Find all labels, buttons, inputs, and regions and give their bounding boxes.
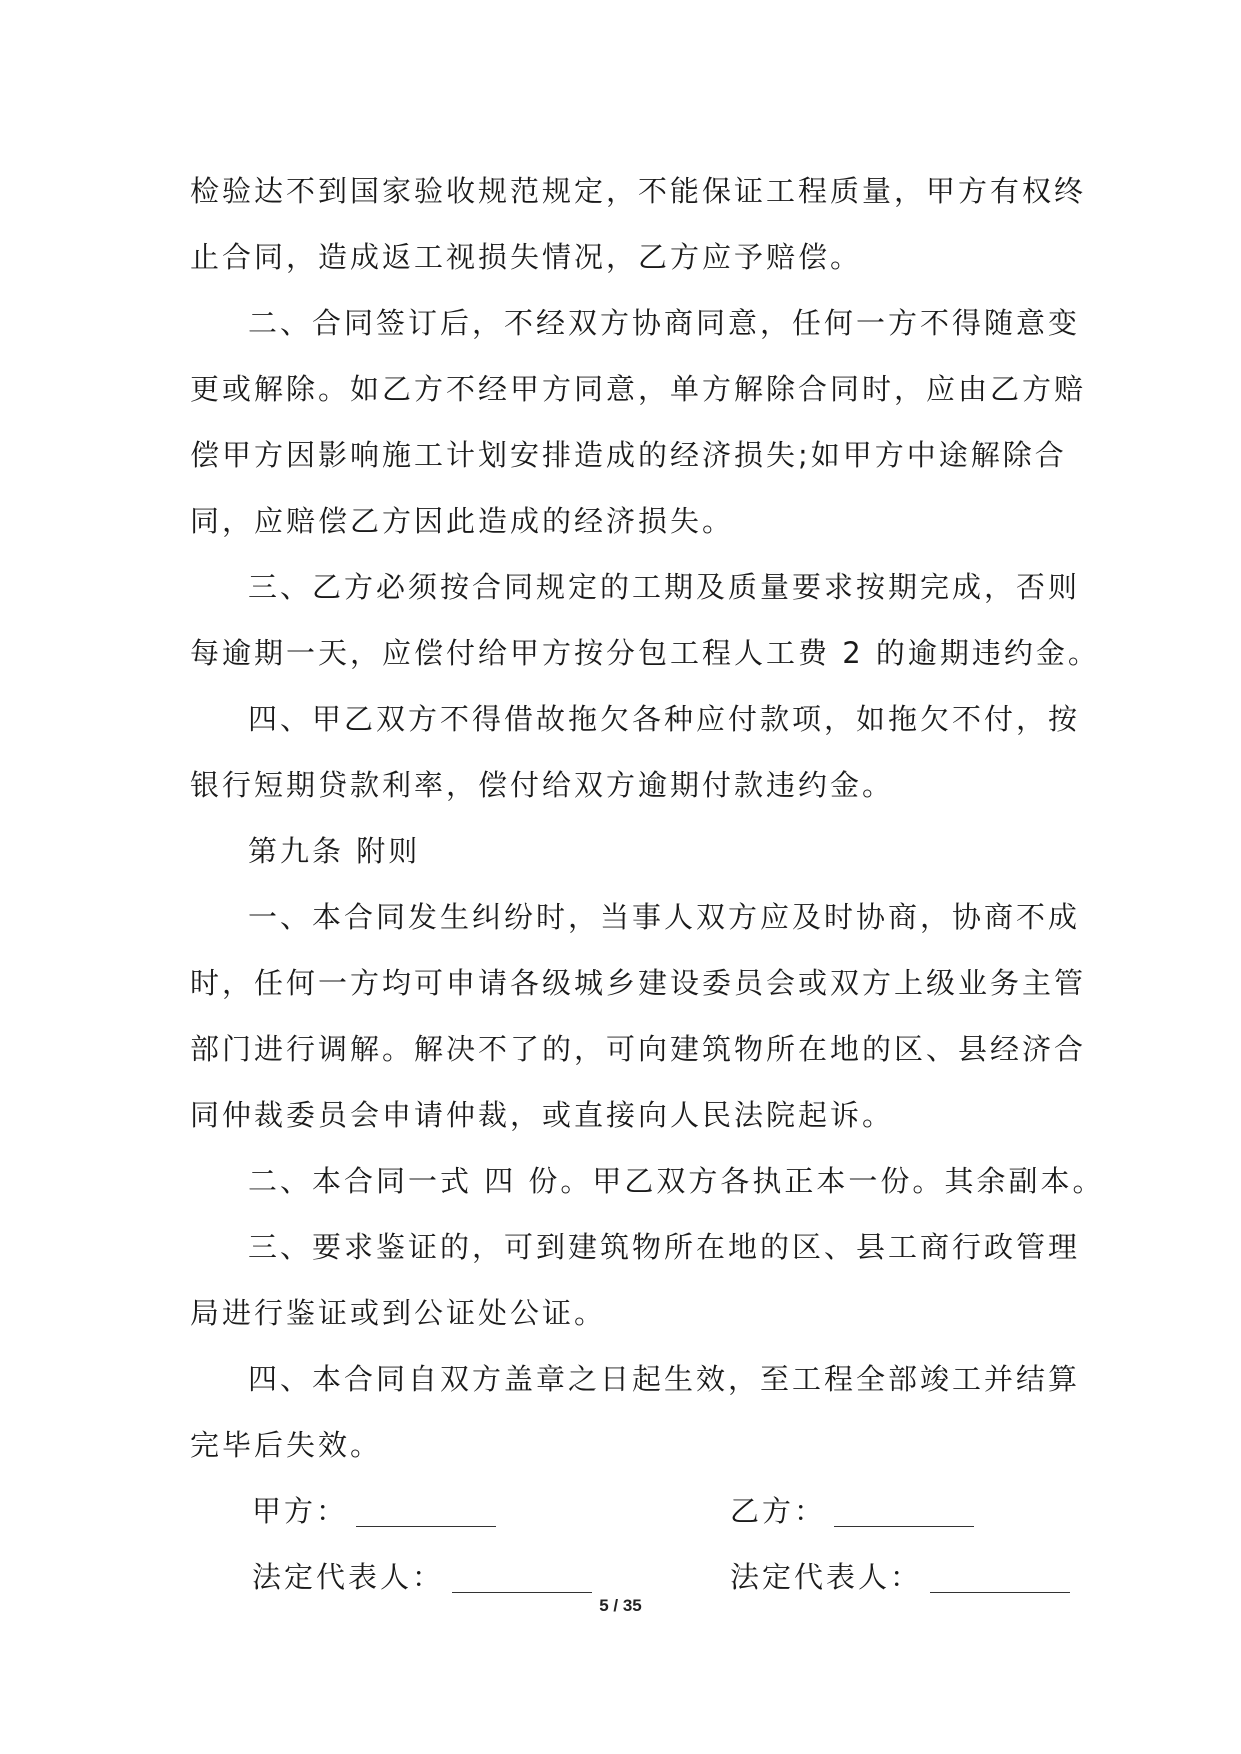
legal-rep-a-blank [452,1556,592,1593]
paragraph-line: 银行短期贷款利率，偿付给双方逾期付款违约金。 [190,768,895,802]
paragraph-line: 完毕后失效。 [190,1428,383,1462]
section-heading: 第九条 附则 [248,834,421,868]
page-number: 5 / 35 [599,1596,642,1615]
paragraph-line: 检验达不到国家验收规范规定，不能保证工程质量，甲方有权终 [190,174,1087,208]
paragraph-line: 同，应赔偿乙方因此造成的经济损失。 [190,504,735,538]
paragraph-line: 四、甲乙双方不得借故拖欠各种应付款项，如拖欠不付，按 [248,702,1081,736]
party-b-blank [834,1490,974,1527]
legal-rep-b-label: 法定代表人： [730,1560,923,1594]
paragraph-line: 每逾期一天，应偿付给甲方按分包工程人工费 2 的逾期违约金。 [190,636,1100,670]
signature-row-party [190,1478,1050,1544]
party-a-label: 甲方： [252,1494,349,1528]
paragraph-line: 三、乙方必须按合同规定的工期及质量要求按期完成，否则 [248,570,1081,604]
paragraph-line: 局进行鉴证或到公证处公证。 [190,1296,607,1330]
paragraph-line: 二、本合同一式 四 份。甲乙双方各执正本一份。其余副本。 [248,1164,1105,1198]
paragraph-line: 二、合同签订后，不经双方协商同意，任何一方不得随意变 [248,306,1081,340]
party-a-blank [356,1490,496,1527]
paragraph-line: 更或解除。如乙方不经甲方同意，单方解除合同时，应由乙方赔 [190,372,1087,406]
document-body [190,158,1105,1610]
party-a-signature [252,1478,496,1544]
paragraph-line: 一、本合同发生纠纷时，当事人双方应及时协商，协商不成 [248,900,1081,934]
party-b-signature [730,1478,974,1544]
paragraph-line: 偿甲方因影响施工计划安排造成的经济损失;如甲方中途解除合 [190,438,1067,472]
paragraph-line: 部门进行调解。解决不了的，可向建筑物所在地的区、县经济合 [190,1032,1087,1066]
party-b-label: 乙方： [730,1494,827,1528]
paragraph-line: 三、要求鉴证的，可到建筑物所在地的区、县工商行政管理 [248,1230,1081,1264]
legal-rep-a-label: 法定代表人： [252,1560,445,1594]
paragraph-line: 时，任何一方均可申请各级城乡建设委员会或双方上级业务主管 [190,966,1087,1000]
legal-rep-b-blank [930,1556,1070,1593]
paragraph-line: 止合同，造成返工视损失情况，乙方应予赔偿。 [190,240,863,274]
paragraph-line: 四、本合同自双方盖章之日起生效，至工程全部竣工并结算 [248,1362,1081,1396]
paragraph-line: 同仲裁委员会申请仲裁，或直接向人民法院起诉。 [190,1098,895,1132]
